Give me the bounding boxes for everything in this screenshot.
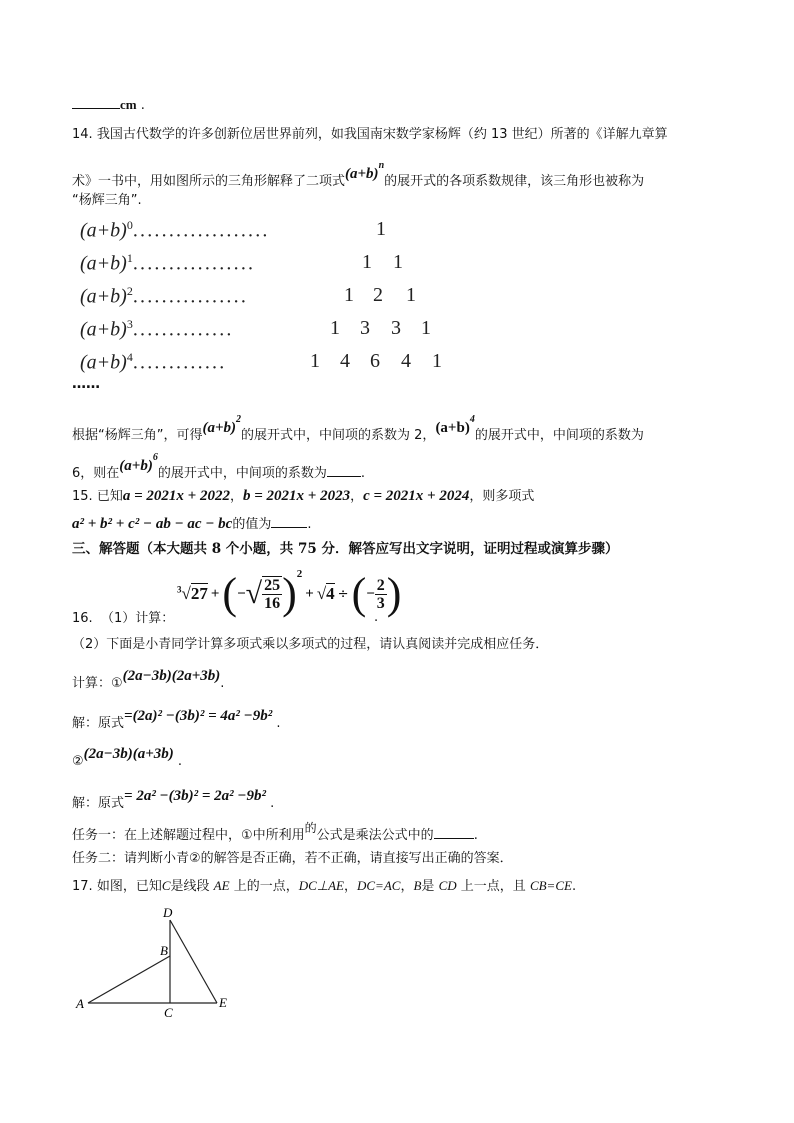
denominator: 16 (264, 595, 281, 612)
task-text: 任务一：在上述解题过程中，①中所利用 (72, 828, 305, 843)
coefficient: 1 (310, 350, 320, 372)
q16-calc2 (72, 746, 183, 771)
separator: ， (343, 879, 357, 894)
q17-text-part: 如图，已知 (96, 879, 162, 894)
solution-expression-2: = 2a² −(3b)² = 2a² −9b² (124, 788, 267, 804)
solution-label: 解：原式 (72, 716, 125, 731)
label-C: C (164, 1005, 173, 1020)
exponent: n (378, 160, 385, 171)
minus-sign: − (237, 585, 246, 602)
q14-line2 (72, 160, 645, 191)
row-exponent: 3 (126, 317, 133, 331)
numerator: 2 (376, 576, 385, 594)
q14-text: 的展开式的各项系数规律，该三角形也被称为 (384, 174, 645, 189)
q15-text: 的值为 (232, 517, 272, 532)
coefficient: 1 (344, 284, 354, 306)
q15-line1 (72, 487, 534, 506)
ellipsis: …… (72, 376, 100, 392)
q13-answer-line (72, 96, 145, 115)
period: . (374, 610, 379, 625)
period: . (571, 879, 577, 894)
q17-text-part: 是 (421, 879, 435, 894)
coefficient: 6 (370, 350, 380, 372)
equation-a: a = 2021x + 2022 (122, 488, 230, 504)
question-number: 15. (72, 489, 93, 504)
row-dots: ............. (132, 351, 227, 374)
q14-text: 根据“杨辉三角”，可得 (72, 428, 203, 443)
coefficient: 3 (391, 317, 401, 339)
q16-part1-label (72, 610, 174, 628)
row-lhs: (a+b) (80, 318, 127, 341)
product-expression-1: (2a−3b)(2a+3b) (122, 668, 221, 684)
row-dots: .............. (132, 318, 234, 341)
root-index: 3 (177, 584, 182, 595)
condition: DC⊥AE (298, 878, 344, 893)
segment-AB (88, 956, 170, 1003)
q14-text: 的展开式中，中间项的系数为 2， (241, 428, 436, 443)
q14-text: 6，则在 (72, 466, 120, 481)
period: . (473, 828, 478, 843)
part-label: （1）计算： (100, 611, 175, 626)
triangle-row (80, 317, 431, 342)
row-exponent: 1 (126, 251, 133, 265)
coefficient: 1 (330, 317, 340, 339)
period: . (220, 676, 225, 691)
segment-label: CD (438, 878, 457, 893)
q15-line2 (72, 515, 311, 534)
coefficient: 1 (432, 350, 442, 372)
answer-blank[interactable] (72, 96, 120, 109)
answer-blank[interactable] (271, 515, 307, 528)
answer-blank[interactable] (434, 826, 474, 839)
answer-blank[interactable] (327, 464, 361, 477)
segment-label: AE (213, 878, 230, 893)
q15-text: 已知 (96, 489, 123, 504)
period: . (177, 754, 183, 769)
right-paren: ) (386, 569, 402, 618)
fraction (262, 576, 282, 612)
product-expression-2: (2a−3b)(a+3b) (83, 746, 174, 762)
task-text: 的 (304, 821, 317, 835)
q17-text-part: 上一点，且 (460, 879, 526, 894)
coefficient: 1 (406, 284, 416, 306)
coefficient: 1 (393, 251, 403, 273)
triangle-row (80, 251, 403, 276)
triangle-row (80, 284, 416, 309)
question-number: 14. (72, 127, 93, 142)
section-heading: 三、解答题（本大题共 8 个小题，共 75 分．解答应写出文字说明，证明过程或演算步骤） (72, 541, 619, 557)
binomial-expression: (a+b) (202, 420, 237, 436)
condition: DC=AC (357, 878, 401, 893)
binomial-expression: (a+b) (119, 458, 153, 474)
q17-text-part: 上的一点， (233, 879, 299, 894)
coefficient: 1 (421, 317, 431, 339)
separator: ， (229, 489, 243, 504)
left-paren: ( (351, 569, 367, 618)
label-B: B (160, 943, 168, 958)
q14-text: 的展开式中，中间项的系数为 (474, 428, 644, 443)
row-dots: ................ (132, 285, 249, 308)
calc-label: 计算：① (72, 676, 123, 691)
numerator: 25 (264, 577, 281, 594)
unit-cm: cm (120, 97, 137, 112)
exponent: 6 (152, 452, 158, 463)
coefficient: 4 (340, 350, 350, 372)
question-number: 17. (72, 879, 93, 894)
left-paren: ( (222, 569, 238, 618)
q17-text-part: 是线段 (170, 879, 210, 894)
minus-sign: − (366, 585, 375, 602)
label-E: E (219, 995, 227, 1010)
separator: ， (400, 879, 414, 894)
exponent: 2 (296, 568, 303, 580)
equation-c: c = 2021x + 2024 (363, 488, 470, 504)
row-dots: ................. (132, 252, 256, 275)
q14-body-line2 (72, 452, 365, 483)
row-exponent: 2 (126, 284, 133, 298)
coefficient: 1 (362, 251, 372, 273)
row-exponent: 4 (126, 350, 133, 364)
q16-part2-intro: （2）下面是小青同学计算多项式乘以多项式的过程，请认真阅读并完成相应任务． (72, 637, 549, 652)
q16-solution1 (72, 708, 281, 733)
binomial-expression: (a+b) (345, 166, 379, 182)
right-paren: ) (282, 569, 297, 618)
item-label: ② (72, 754, 84, 769)
plus-sign: + (210, 585, 220, 602)
row-dots: ................... (132, 219, 270, 242)
equation-b: b = 2021x + 2023 (242, 488, 351, 504)
denominator: 3 (376, 594, 385, 612)
q14-text: 的展开式中，中间项的系数为 (157, 466, 327, 481)
q16-solution2 (72, 788, 275, 813)
q14-text-line1: 我国古代数学的许多创新位居世界前列，如我国南宋数学家杨辉（约 13 世纪）所著的《详解九章算 (96, 127, 668, 142)
plus-sign: + (305, 585, 314, 602)
radicand: 27 (190, 584, 208, 603)
q16-part1-expression (177, 568, 401, 620)
period: . (140, 98, 145, 113)
coefficient: 3 (360, 317, 370, 339)
coefficient: 4 (401, 350, 411, 372)
row-lhs: (a+b) (80, 219, 127, 242)
segment-DE (170, 920, 217, 1003)
exponent: 2 (236, 414, 242, 425)
row-lhs: (a+b) (80, 351, 127, 374)
coefficient: 1 (376, 218, 386, 240)
period: . (270, 796, 275, 811)
coefficient: 2 (373, 284, 383, 306)
row-exponent: 0 (126, 218, 133, 232)
fraction (375, 577, 387, 612)
q15-text: ，则多项式 (469, 489, 535, 504)
label-A: A (76, 996, 84, 1011)
q14-text: 术》一书中，用如图所示的三角形解释了二项式 (72, 174, 346, 189)
geometry-figure (60, 895, 260, 1025)
square-root: √4 (316, 584, 335, 603)
q16-calc1 (72, 668, 225, 693)
solution-expression-1: =(2a)² −(3b)² = 4a² −9b² (124, 708, 273, 724)
point-label: C (161, 878, 171, 893)
q14-line1 (72, 126, 668, 144)
question-number: 16. (72, 611, 93, 626)
divide-sign: ÷ (337, 586, 349, 602)
radicand: 4 (326, 584, 335, 603)
triangle-row (80, 350, 442, 375)
sqrt-sign: √ (245, 577, 263, 610)
q14-line3: “杨辉三角”. (72, 193, 142, 208)
q17-text (72, 877, 576, 896)
period: . (307, 517, 312, 532)
point-label: B (413, 878, 422, 893)
exponent: 4 (469, 414, 475, 425)
period: . (276, 716, 281, 731)
separator: ， (350, 489, 364, 504)
label-D: D (163, 905, 173, 920)
row-lhs: (a+b) (80, 252, 127, 275)
binomial-expression: (a+b) (435, 420, 470, 436)
triangle-row (80, 218, 386, 243)
condition: CB=CE (529, 878, 572, 893)
row-lhs: (a+b) (80, 285, 127, 308)
solution-label: 解：原式 (72, 796, 125, 811)
cube-root: $^3$√27 (177, 584, 208, 603)
task-text: 公式是乘法公式中的 (316, 828, 434, 843)
polynomial-expression: a² + b² + c² − ab − ac − bc (72, 516, 233, 532)
q14-body-line1 (72, 414, 644, 445)
period: . (360, 466, 365, 481)
q16-task2: 任务二：请判断小青②的解答是否正确，若不正确，请直接写出正确的答案． (72, 851, 513, 866)
q16-task1 (72, 821, 478, 845)
